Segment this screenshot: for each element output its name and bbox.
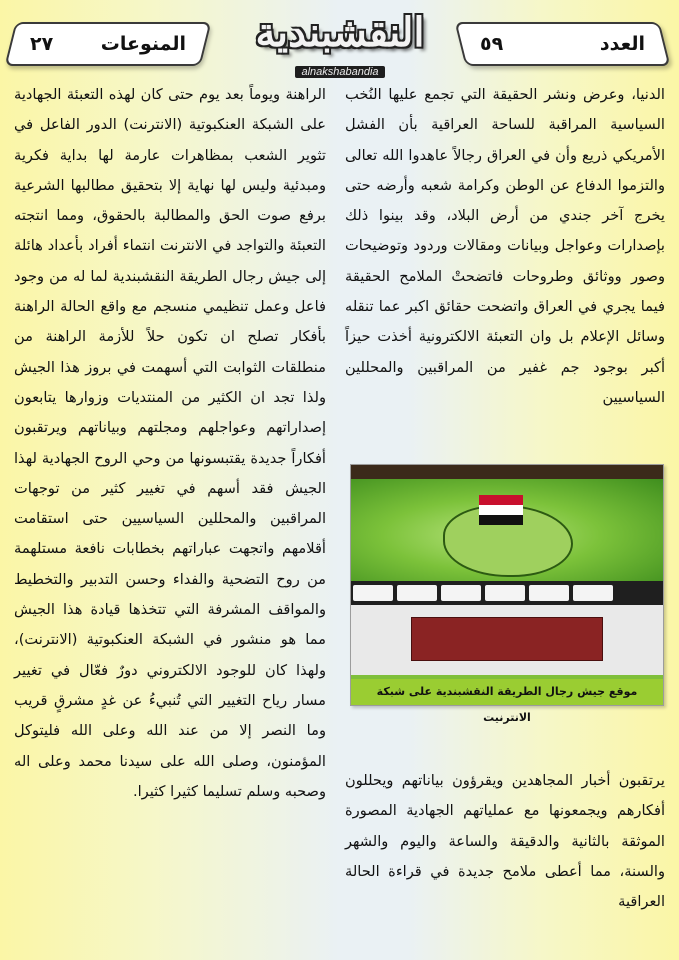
site-menu-bar xyxy=(351,581,663,605)
iraq-flag-icon xyxy=(479,495,523,525)
site-release-banner xyxy=(411,617,603,661)
logo-text: النقشبندية xyxy=(255,9,425,56)
issue-tab xyxy=(455,22,671,66)
issue-number: ٥٩ xyxy=(480,33,504,55)
logo-url: alnakshabandia xyxy=(295,66,384,78)
article-column-left xyxy=(14,80,326,807)
figure-caption: موقع جيش رجال الطريقة النقشبندية على شبكة الانترنيت xyxy=(351,679,663,705)
issue-label: العدد xyxy=(599,33,645,55)
site-top-bar xyxy=(351,465,663,479)
article-column-right-bottom xyxy=(345,766,665,917)
section-label: المنوعات xyxy=(100,33,186,55)
article-paragraph: الراهنة ويوماً بعد يوم حتى كان لهذه التعبئة الجهادية على الشبكة العنكبوتية (الانترنت) الدور الفاعل في تثوير الشعب بمظاهرات عارمة لها بداية فكرية ومبدئية وليس لها نهاية إلا بتحقيق مطالبها الشرعية برفع صوت الحق والمطالبة بالحقوق، ومما انتجته التعبئة والتواجد في الانترنت انتماء أفراد بأعداد هائلة إلى جيش رجال الطريقة النقشبندية لما له من وجود فاعل وعمل تنظيمي منسجم مع واقع الحالة الراهنة بأفكار تصلح ان تكون حلاً للأزمة الراهنة من منطلقات الثوابت التي أسهمت في بروز هذا الجيش ولذا تجد ان الكثير من المنتديات وزوارها يتابعون إصداراتهم وعواجلهم ومجلتهم وبياناتهم ويرتقبون أفكاراً جديدة يقتبسونها من وحي الروح الجهادية لهذا الجيش فقد أسهم في تغيير كثير من توجهات المراقبين والمحللين السياسيين حتى استقامت أقلامهم واتجهت عباراتهم بخطابات نافعة مستلهمة من روح التضحية والفداء وحسن التدبير والتخطيط والمواقف المشرفة التي تتخذها قيادة هذا الجيش مما هو منشور في الشبكة العنكبوتية (الانترنت)، ولهذا كان للوجود الالكتروني دورٌ فعّال في تغيير مسار رياح التغيير التي تُنبيءُ عن غدٍ مشرقٍ قريب وما النصر إلا من عند الله وعلى الله فليتوكل المؤمنون، وصلى الله على سيدنا محمد وعلى اله وصحبه وسلم تسليما كثيرا كثيرا. xyxy=(14,86,326,800)
page-number: ٢٧ xyxy=(30,33,54,55)
section-tab xyxy=(5,22,212,66)
magazine-logo xyxy=(240,6,440,80)
article-paragraph: الدنيا، وعرض ونشر الحقيقة التي تجمع عليها النُخب السياسية المراقبة للساحة العراقية بأن الفشل الأمريكي ذريع وأن في العراق رجالاً عاهدوا الله تعالى والتزموا الدفاع عن الوطن وكرامة شعبه وأرضه حتى يخرج آخر جندي من أرض البلاد، وقد بينوا ذلك بإصدارات وعواجل وبيانات ومقالات وردود وتوضيحات وصور ووثائق وطروحات فاتضحتْ الملامح الحقيقة فيما يجري في العراق واتضحت حقائق اكبر عما تنقله وسائل الإعلام بل وان التعبئة الالكترونية أخذت حيزاً أكبر بوجود جم غفير من المراقبين والمحللين السياسيين xyxy=(345,86,665,406)
article-column-right-top xyxy=(345,80,665,413)
article-paragraph: يرتقبون أخبار المجاهدين ويقرؤون بياناتهم ويحللون أفكارهم ويجمعونها مع عملياتهم الجهادية المصورة الموثقة بالثانية والدقيقة والساعة واليوم والشهر والسنة، مما أعطى ملامح جديدة في قراءة الحالة العراقية xyxy=(345,772,665,911)
website-screenshot-figure xyxy=(350,464,664,724)
page-header xyxy=(0,0,679,80)
